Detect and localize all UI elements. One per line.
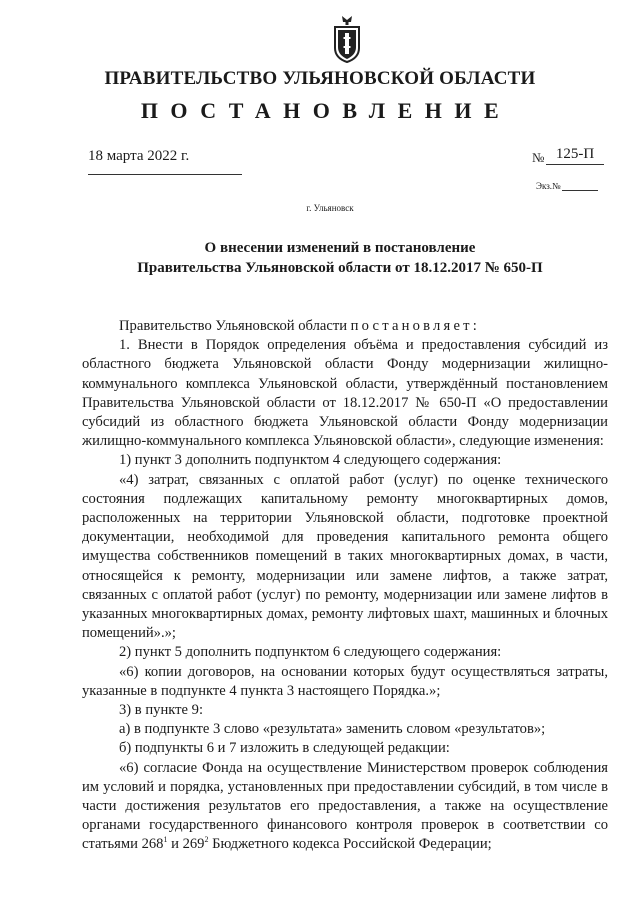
document-type: ПОСТАНОВЛЕНИЕ <box>140 98 512 123</box>
document-body <box>82 317 608 855</box>
article-superscript-2: 2 <box>204 835 209 845</box>
paragraph-9 <box>82 759 608 855</box>
paragraph-3: «4) затрат, связанных с оплатой работ (услуг) по оценке технического состояния подлежащих капитальному ремонту многоквартирных домов, расположенных на территории Ульяновской области, подготовке проектной документации, необходимой для проведения капитального ремонта общего имущества собственников помещений в таких многоквартирных домах, в части, относящейся к ремонту, модернизации или замене лифтов, а также затрат, связанных с оплатой работ (услуг) по ремонту, модернизации или замене лифтов в указанных многоквартирных домах, ремонту лифтовых шахт, машинных и блочных помещений».»; <box>82 471 608 642</box>
intro-verb: постановляет <box>350 318 473 334</box>
paragraph-9-main: «6) согласие Фонда на осуществление Министерством проверок соблюдения им условий и порядка, установленных при предоставлении субсидий, в том числе в части достижения результатов его предоставления, а также на осуществление органами государственного финансового контроля проверок в соответствии со статьями 268 <box>82 759 608 853</box>
intro-suffix: : <box>472 318 477 334</box>
title-line-2: Правительства Ульяновской области от 18.12.2017 № 650-П <box>137 260 543 276</box>
government-name: ПРАВИТЕЛЬСТВО УЛЬЯНОВСКОЙ ОБЛАСТИ <box>104 68 536 89</box>
number-label: № <box>532 150 545 165</box>
document-title <box>90 238 590 278</box>
paragraph-1: 1. Внести в Порядок определения объёма и предоставления субсидий из областного бюджета Ульяновской области Фонду модернизации жилищно-коммунального комплекса Ульяновской области, утверждённый постановлением Правительства Ульяновской области от 18.12.2017 № 650-П «О предоставлении субсидий из областного бюджета Ульяновской области Фонду модернизации жилищно-коммунального комплекса Ульяновской области», следующие изменения: <box>82 337 608 450</box>
paragraph-4: 2) пункт 5 дополнить подпунктом 6 следующего содержания: <box>119 644 502 661</box>
title-line-1: О внесении изменений в постановление <box>204 240 476 256</box>
paragraph-9-mid: и 269 <box>167 836 205 853</box>
city: г. Ульяновск <box>306 203 354 213</box>
decree-date: 18 марта 2022 г. <box>88 148 190 164</box>
copy-number-label: Экз.№ <box>536 181 561 191</box>
paragraph-8: б) подпункты 6 и 7 изложить в следующей редакции: <box>119 740 450 757</box>
decree-number: 125-П <box>546 146 604 165</box>
coat-of-arms-icon <box>333 14 361 64</box>
paragraph-6: 3) в пункте 9: <box>119 702 204 719</box>
intro-paragraph <box>82 317 608 336</box>
paragraph-9-end: Бюджетного кодекса Российской Федерации; <box>208 836 492 853</box>
date-underline <box>88 174 242 175</box>
paragraph-2: 1) пункт 3 дополнить подпунктом 4 следующего содержания: <box>119 452 502 469</box>
copy-number <box>536 181 598 191</box>
copy-number-line <box>562 182 598 191</box>
intro-prefix: Правительство Ульяновской области <box>119 318 351 334</box>
paragraph-5: «6) копии договоров, на основании которых будут осуществляться затраты, указанные в подпункте 4 пункта 3 настоящего Порядка.»; <box>82 663 608 699</box>
article-superscript-1: 1 <box>163 835 168 845</box>
paragraph-7: а) в подпункте 3 слово «результата» заменить словом «результатов»; <box>119 721 546 738</box>
